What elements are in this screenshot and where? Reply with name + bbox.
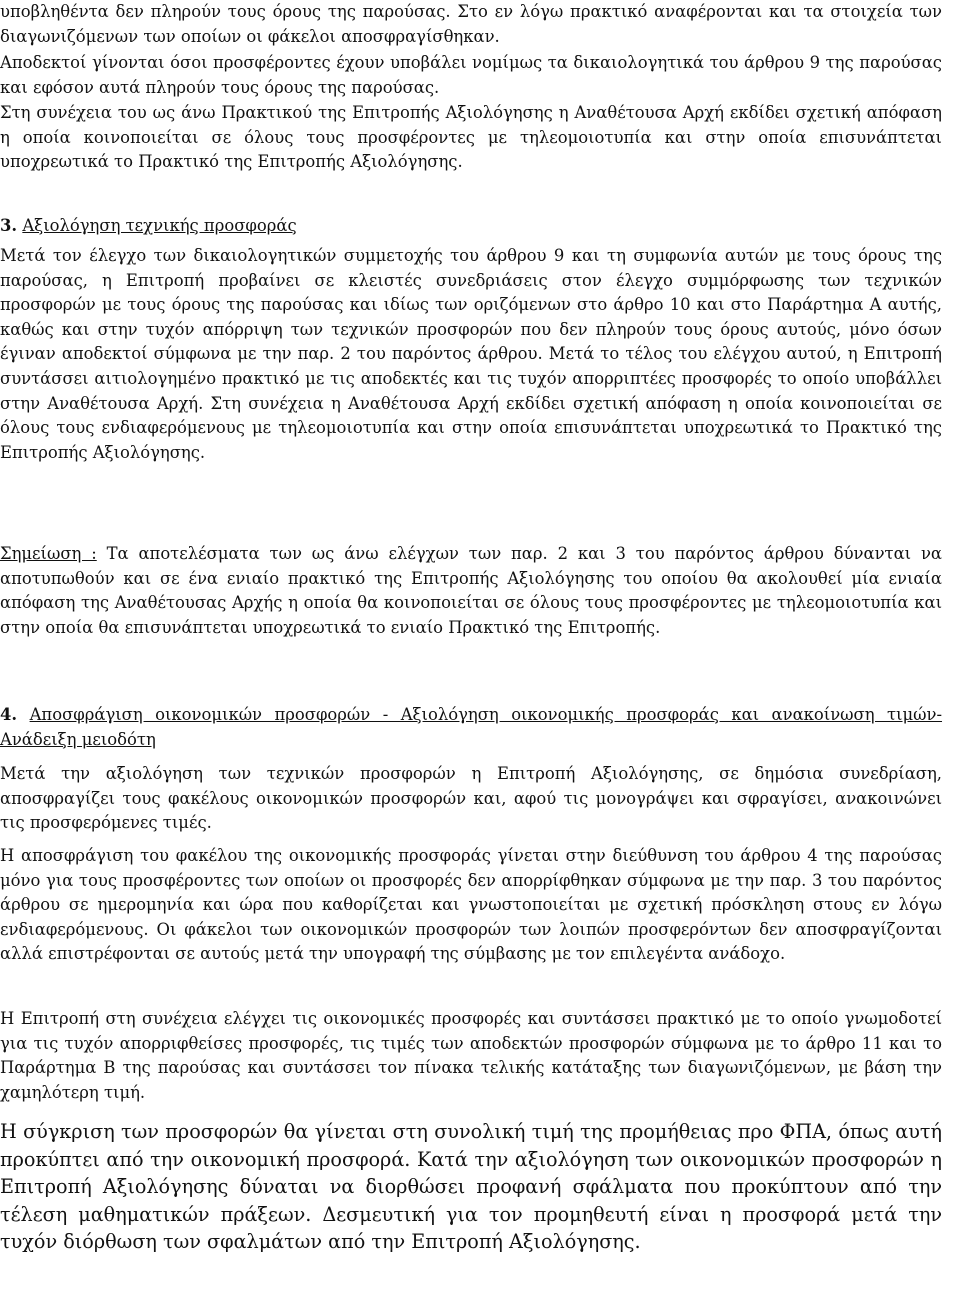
section-4-number: 4.: [0, 705, 18, 724]
intro-paragraph-2: Αποδεκτοί γίνονται όσοι προσφέροντες έχουν υποβάλει νομίμως τα δικαιολογητικά του άρθρου 9 της παρούσας και εφόσον αυτά πληρούν τους όρους της παρούσας.: [0, 53, 942, 97]
section-4-paragraph-2: Η αποσφράγιση του φακέλου της οικονομικής προσφοράς γίνεται στην διεύθυνση του άρθρου 4 της παρούσας μόνο για τους προσφέροντες των οποίων οι προσφορές δεν απορρίφθηκαν σύμφωνα με την παρ. 3 του παρόντος άρθρου σε ημερομηνία και ώρα που καθορίζεται και γνωστοποιείται με σχετική πρόσκληση στους εν λόγω ενδιαφερόμενους. Οι φάκελοι των οικονομικών προσφορών των λοιπών προσφερόντων δεν αποσφραγίζονται αλλά επιστρέφονται σε αυτούς μετά την υπογραφή της σύμβασης με τον επιλεγέντα ανάδοχο.: [0, 846, 942, 964]
note-label: Σημείωση :: [0, 544, 97, 563]
section-4-paragraph-3: Η Επιτροπή στη συνέχεια ελέγχει τις οικονομικές προσφορές και συντάσσει πρακτικό με το οποίο γνωμοδοτεί για τις τυχόν απορριφθείσες προσφορές, τις τιμές των αποδεκτών προσφορών σύμφωνα με το άρθρο 11 και το Παράρτημα Β της παρούσας και συντάσσει τον πίνακα τελικής κατάταξης των διαγωνιζόμενων, με βάση την χαμηλότερη τιμή.: [0, 1009, 942, 1102]
section-3-note: [0, 542, 942, 640]
section-4-paragraph-4: Η σύγκριση των προσφορών θα γίνεται στη συνολική τιμή της προμήθειας προ ΦΠΑ, όπως αυτή προκύπτει από την οικονομική προσφορά. Κατά την αξιολόγηση των οικονομικών προσφορών η Επιτροπή Αξιολόγησης δύναται να διορθώσει προφανή σφάλματα που προκύπτουν από την τέλεση μαθηματικών πράξεων. Δεσμευτική για τον προμηθευτή είναι η προσφορά μετά την τυχόν διόρθωση των σφαλμάτων από την Επιτροπή Αξιολόγησης.: [0, 1120, 942, 1254]
section-3-number: 3.: [0, 216, 18, 235]
section-3-heading: [0, 214, 942, 239]
intro-paragraph-3: Στη συνέχεια του ως άνω Πρακτικού της Επιτροπής Αξιολόγησης η Αναθέτουσα Αρχή εκδίδει σχετική απόφαση η οποία κοινοποιείται σε όλους τους προσφέροντες με τηλεομοιοτυπία και στην οποία επισυνάπτεται υποχρεωτικά το Πρακτικό της Επιτροπής Αξιολόγησης.: [0, 103, 942, 172]
section-3-body: Μετά τον έλεγχο των δικαιολογητικών συμμετοχής του άρθρου 9 και τη συμφωνία αυτών με τους όρους της παρούσας, η Επιτροπή προβαίνει σε κλειστές συνεδριάσεις στον έλεγχο συμμόρφωσης των τεχνικών προσφορών με τους όρους της παρούσας και ιδίως των οριζόμενων στο άρθρο 10 και στο Παράρτημα Α αυτής, καθώς και στην τυχόν απόρριψη των τεχνικών προσφορών που δεν πληρούν τους όρους αυτούς, μόνο όσων έγιναν αποδεκτοί σύμφωνα με την παρ. 2 του παρόντος άρθρου. Μετά το τέλος του ελέγχου αυτού, η Επιτροπή συντάσσει αιτιολογημένο πρακτικό με τις αποδεκτές και τις τυχόν απορριπτέες προσφορές το οποίο υποβάλλει στην Αναθέτουσα Αρχή. Στη συνέχεια η Αναθέτουσα Αρχή εκδίδει σχετική απόφαση η οποία κοινοποιείται σε όλους τους ενδιαφερόμενους με τηλεομοιοτυπία και στην οποία επισυνάπτεται υποχρεωτικά το Πρακτικό της Επιτροπής Αξιολόγησης.: [0, 246, 942, 462]
section-4-title: Αποσφράγιση οικονομικών προσφορών - Αξιολόγηση οικονομικής προσφοράς και ανακοίνωση τιμών- Ανάδειξη μειοδότη: [0, 705, 943, 749]
note-text: Τα αποτελέσματα των ως άνω ελέγχων των παρ. 2 και 3 του παρόντος άρθρου δύνανται να αποτυπωθούν και σε ένα ενιαίο πρακτικό της Επιτροπής Αξιολόγησης του οποίου θα ακολουθεί μία ενιαία απόφαση της Αναθέτουσας Αρχής η οποία θα κοινοποιείται σε όλους τους προσφέροντες με τηλεομοιοτυπία και στην οποία θα επισυνάπτεται υποχρεωτικά το ενιαίο Πρακτικό της Επιτροπής.: [0, 544, 942, 637]
intro-paragraph-1: υποβληθέντα δεν πληρούν τους όρους της παρούσας. Στο εν λόγω πρακτικό αναφέρονται και τα στοιχεία των διαγωνιζόμενων των οποίων οι φάκελοι αποσφραγίσθηκαν.: [0, 2, 942, 46]
section-4-paragraph-1: Μετά την αξιολόγηση των τεχνικών προσφορών η Επιτροπή Αξιολόγησης, σε δημόσια συνεδρίαση, αποσφραγίζει τους φακέλους οικονομικών προσφορών και, αφού τις μονογράψει και σφραγίσει, ανακοινώνει τις προσφερόμενες τιμές.: [0, 764, 942, 833]
section-3-title: Αξιολόγηση τεχνικής προσφοράς: [22, 216, 297, 235]
section-4-heading: [0, 703, 942, 752]
